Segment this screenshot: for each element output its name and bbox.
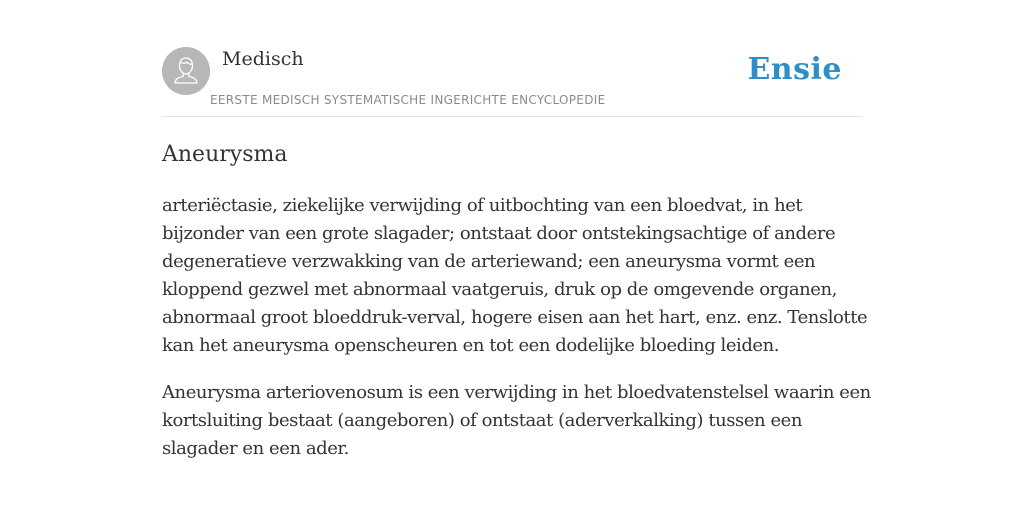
paragraph-line: slagader en een ader. [162, 438, 349, 459]
paragraph-line: kan het aneurysma openscheuren en tot een dodelijke bloeding leiden. [162, 335, 780, 356]
paragraph-line: degeneratieve verzwakking van de arteriewand; een aneurysma vormt een [162, 251, 816, 272]
paragraph-line: kloppend gezwel met abnormaal vaatgeruis, druk op de omgevende organen, [162, 279, 837, 300]
article-paragraph-2 [162, 379, 872, 463]
paragraph-line: Aneurysma arteriovenosum is een verwijding in het bloedvatenstelsel waarin een [162, 382, 871, 403]
paragraph-line: arteriëctasie, ziekelijke verwijding of uitbochting van een bloedvat, in het [162, 195, 803, 216]
source-subtitle: EERSTE MEDISCH SYSTEMATISCHE INGERICHTE ENCYCLOPEDIE [210, 93, 606, 107]
paragraph-line: abnormaal groot bloeddruk-verval, hogere eisen aan het hart, enz. enz. Tenslotte [162, 307, 868, 328]
ensie-logo[interactable]: Ensie [747, 52, 842, 87]
source-header [162, 47, 862, 117]
article-body [162, 192, 872, 482]
paragraph-line: kortsluiting bestaat (aangeboren) of ontstaat (aderverkalking) tussen een [162, 410, 802, 431]
source-name-link[interactable]: Medisch [222, 48, 304, 70]
article-paragraph-1 [162, 192, 872, 360]
article-title: Aneurysma [162, 142, 288, 167]
user-avatar-icon[interactable] [162, 47, 210, 95]
paragraph-line: bijzonder van een grote slagader; ontstaat door ontstekingsachtige of andere [162, 223, 836, 244]
